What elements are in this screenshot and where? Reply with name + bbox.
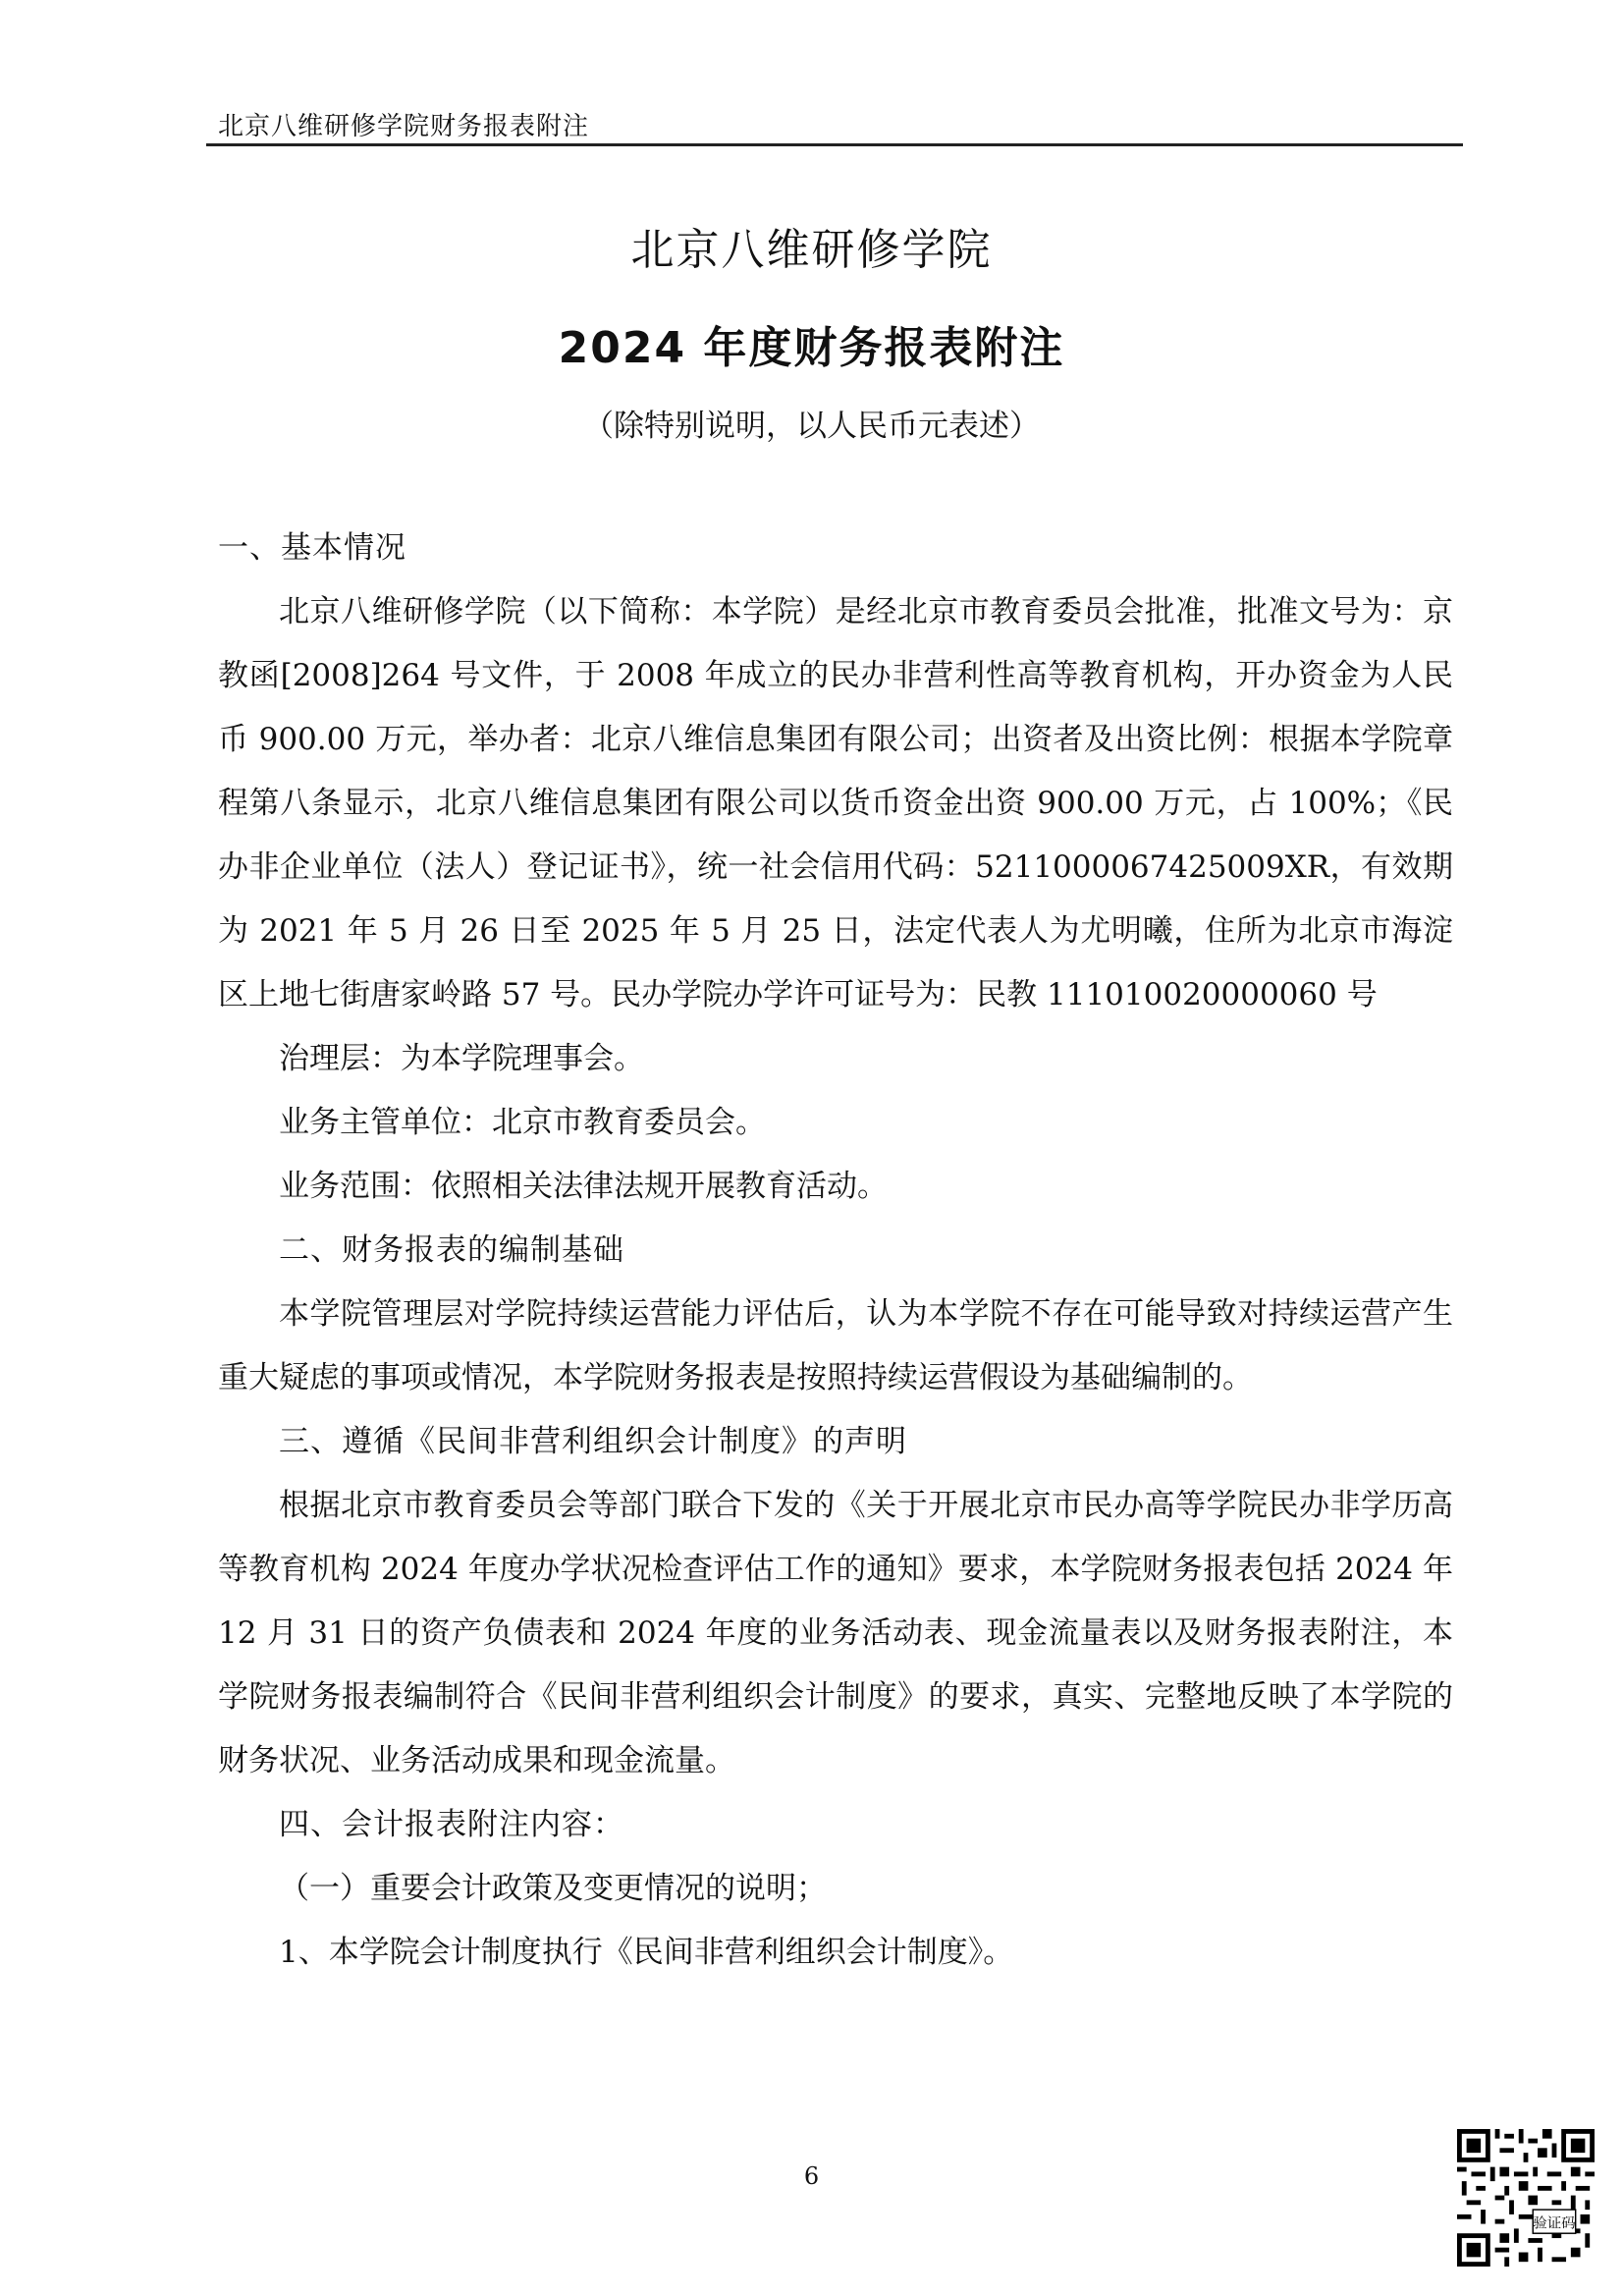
supervisor-line: 业务主管单位：北京市教育委员会。 <box>279 1105 766 1140</box>
section-1-paragraph: 北京八维研修学院（以下简称：本学院）是经北京市教育委员会批准，批准文号为：京教函[2008]264 号文件，于 2008 年成立的民办非营利性高等教育机构，开办资金为人民币 900.00 万元，举办者：北京八维信息集团有限公司；出资者及出资比例：根据本学院章程第八条显示，北京八维信息集团有限公司以货币资金出资 900.00 万元，占 100%；《民办非企业单位（法人）登记证书》，统一社会信用代码：5211000067425009XR，有效期为 2021 年 5 月 26 日至 2025 年 5 月 25 日，法定代表人为尤明曦，住所为北京市海淀区上地七街唐家岭路 57 号。民办学院办学许可证号为：民教 111010020000060 号 <box>218 594 1453 1012</box>
section-4-heading: 四、会计报表附注内容： <box>279 1807 624 1842</box>
business-scope-line: 业务范围：依照相关法律法规开展教育活动。 <box>279 1169 888 1204</box>
document-body <box>218 517 1453 1985</box>
governance-line: 治理层：为本学院理事会。 <box>279 1041 644 1076</box>
section-4-subheading: （一）重要会计政策及变更情况的说明； <box>279 1871 827 1906</box>
section-3-paragraph: 根据北京市教育委员会等部门联合下发的《关于开展北京市民办高等学院民办非学历高等教育机构 2024 年度办学状况检查评估工作的通知》要求，本学院财务报表包括 2024 年 12 月 31 日的资产负债表和 2024 年度的业务活动表、现金流量表以及财务报表附注，本学院财务报表编制符合《民间非营利组织会计制度》的要求，真实、完整地反映了本学院的财务状况、业务活动成果和现金流量。 <box>218 1488 1453 1778</box>
page-number: 6 <box>803 2162 820 2190</box>
section-4-item-1: 1、本学院会计制度执行《民间非营利组织会计制度》。 <box>279 1935 1014 1970</box>
section-2-paragraph: 本学院管理层对学院持续运营能力评估后，认为本学院不存在可能导致对持续运营产生重大疑虑的事项或情况，本学院财务报表是按照持续运营假设为基础编制的。 <box>218 1296 1453 1395</box>
section-1-heading: 一、基本情况 <box>218 530 406 566</box>
qr-code-icon <box>1457 2129 1595 2267</box>
qr-caption: 验证码 <box>1533 2215 1576 2232</box>
document-title: 北京八维研修学院 <box>630 225 993 275</box>
currency-note: （除特别说明，以人民币元表述） <box>583 409 1040 444</box>
section-2-heading: 二、财务报表的编制基础 <box>279 1232 624 1268</box>
section-3-heading: 三、遵循《民间非营利组织会计制度》的声明 <box>279 1424 907 1459</box>
document-subtitle: 2024 年度财务报表附注 <box>558 323 1065 373</box>
running-header: 北京八维研修学院财务报表附注 <box>218 112 590 141</box>
header-rule <box>206 143 1463 146</box>
